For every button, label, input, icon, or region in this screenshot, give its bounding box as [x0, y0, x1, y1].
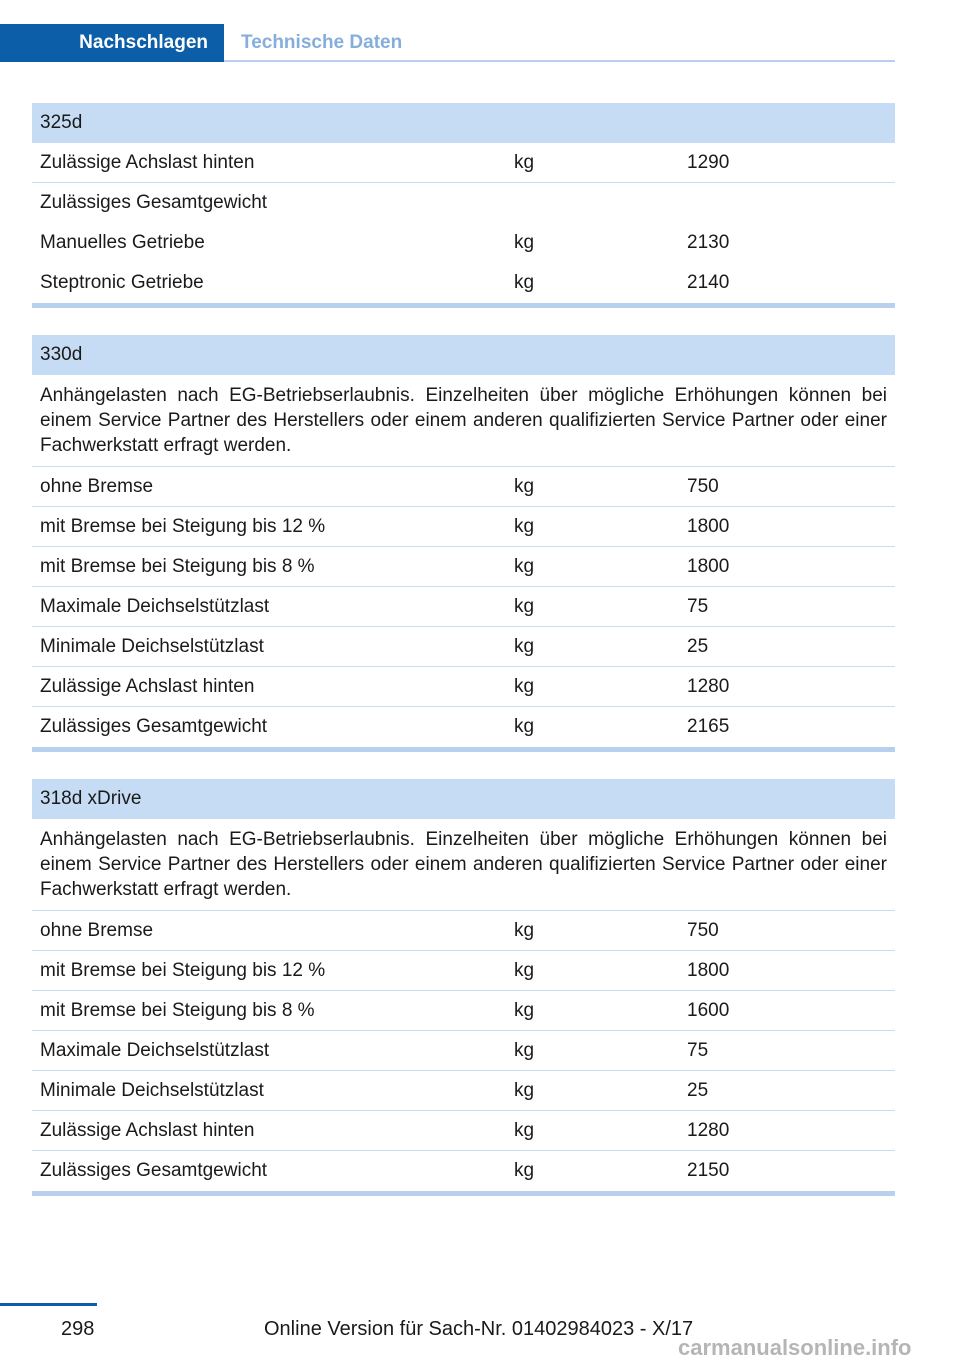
row-value: 1290: [687, 151, 730, 173]
table-row: [32, 991, 895, 1031]
table-row: [32, 547, 895, 587]
row-unit: kg: [514, 1039, 535, 1061]
table-note: Anhängelasten nach EG-Betriebserlaubnis. Einzelheiten über mögliche Erhöhungen können bei einem Service Partner des Herstellers oder einem anderen qualifizierten Service Partner oder einer Fachwerkstatt erfragt werden.: [32, 819, 895, 911]
row-value: 2165: [687, 716, 730, 737]
row-value: 1800: [687, 959, 730, 981]
row-label: mit Bremse bei Steigung bis 8 %: [40, 999, 315, 1021]
row-unit: kg: [514, 1160, 535, 1181]
row-label: Steptronic Getriebe: [40, 272, 204, 293]
spec-table-325d: [32, 103, 895, 308]
section-tab-technische-daten: Technische Daten: [241, 32, 403, 53]
row-label: Maximale Deichselstützlast: [40, 595, 270, 617]
row-value: 25: [687, 635, 709, 657]
row-value: 2150: [687, 1160, 730, 1181]
row-label: Minimale Deichselstützlast: [40, 1079, 264, 1101]
table-row: [32, 263, 895, 303]
table-row: [32, 951, 895, 991]
table-bottom-rule: [32, 303, 895, 308]
row-value: 1800: [687, 515, 730, 537]
row-unit: kg: [514, 675, 535, 697]
row-unit: kg: [514, 635, 535, 657]
row-value: 750: [687, 919, 719, 941]
page-header: [0, 24, 895, 62]
page-number-rule: [0, 1303, 97, 1306]
spec-table-330d: [32, 335, 895, 752]
table-bottom-rule: [32, 1191, 895, 1196]
spec-table-318d-xdrive: [32, 779, 895, 1196]
table-row: [32, 143, 895, 183]
row-label: Zulässige Achslast hinten: [40, 675, 255, 697]
table-row: [32, 507, 895, 547]
row-unit: kg: [514, 999, 535, 1021]
row-value: 2130: [687, 232, 730, 253]
header-divider: [224, 60, 895, 62]
row-value: 75: [687, 595, 709, 617]
table-row: [32, 223, 895, 263]
row-unit: kg: [514, 232, 535, 253]
table-bottom-rule: [32, 747, 895, 752]
table-row: [32, 183, 895, 223]
section-tab-nachschlagen: Nachschlagen: [0, 24, 224, 62]
table-row: [32, 627, 895, 667]
row-label: mit Bremse bei Steigung bis 12 %: [40, 515, 326, 537]
table-row: [32, 1111, 895, 1151]
row-value: 750: [687, 475, 719, 497]
row-value: 25: [687, 1079, 709, 1101]
online-version-footer: Online Version für Sach-Nr. 01402984023 - X/17: [264, 1318, 694, 1340]
table-row: [32, 911, 895, 951]
page-number: 298: [61, 1318, 95, 1340]
row-label: Zulässige Achslast hinten: [40, 151, 255, 173]
row-label: Zulässiges Gesamtgewicht: [40, 192, 268, 213]
table-row: [32, 467, 895, 507]
row-label: ohne Bremse: [40, 919, 154, 941]
row-value: 2140: [687, 272, 730, 293]
table-note: Anhängelasten nach EG-Betriebserlaubnis. Einzelheiten über mögliche Erhöhungen können bei einem Service Partner des Herstellers oder einem anderen qualifizierten Service Partner oder einer Fachwerkstatt erfragt werden.: [32, 375, 895, 467]
row-value: 1800: [687, 555, 730, 577]
row-label: Zulässiges Gesamtgewicht: [40, 1160, 268, 1181]
table-row: [32, 1071, 895, 1111]
row-unit: kg: [514, 1119, 535, 1141]
row-unit: kg: [514, 919, 535, 941]
row-label: mit Bremse bei Steigung bis 8 %: [40, 555, 315, 577]
row-unit: kg: [514, 272, 535, 293]
table-row: [32, 667, 895, 707]
table-title: 318d xDrive: [32, 779, 895, 819]
row-value: 1280: [687, 1119, 730, 1141]
table-row: [32, 1031, 895, 1071]
table-title: 325d: [32, 103, 895, 143]
row-label: ohne Bremse: [40, 475, 154, 497]
table-row: [32, 587, 895, 627]
row-unit: kg: [514, 595, 535, 617]
row-unit: kg: [514, 555, 535, 577]
row-unit: kg: [514, 716, 535, 737]
row-label: mit Bremse bei Steigung bis 12 %: [40, 959, 326, 981]
row-label: Maximale Deichselstützlast: [40, 1039, 270, 1061]
row-value: 1280: [687, 675, 730, 697]
table-row: [32, 1151, 895, 1191]
watermark: carmanualsonline.info: [678, 1335, 912, 1360]
row-unit: kg: [514, 959, 535, 981]
row-label: Minimale Deichselstützlast: [40, 635, 264, 657]
table-row: [32, 707, 895, 747]
row-unit: kg: [514, 1079, 535, 1101]
row-value: 75: [687, 1039, 709, 1061]
row-unit: kg: [514, 515, 535, 537]
row-label: Zulässige Achslast hinten: [40, 1119, 255, 1141]
row-value: 1600: [687, 999, 730, 1021]
row-label: Manuelles Getriebe: [40, 232, 205, 253]
row-unit: kg: [514, 151, 535, 173]
table-title: 330d: [32, 335, 895, 375]
row-label: Zulässiges Gesamtgewicht: [40, 716, 268, 737]
row-unit: kg: [514, 475, 535, 497]
